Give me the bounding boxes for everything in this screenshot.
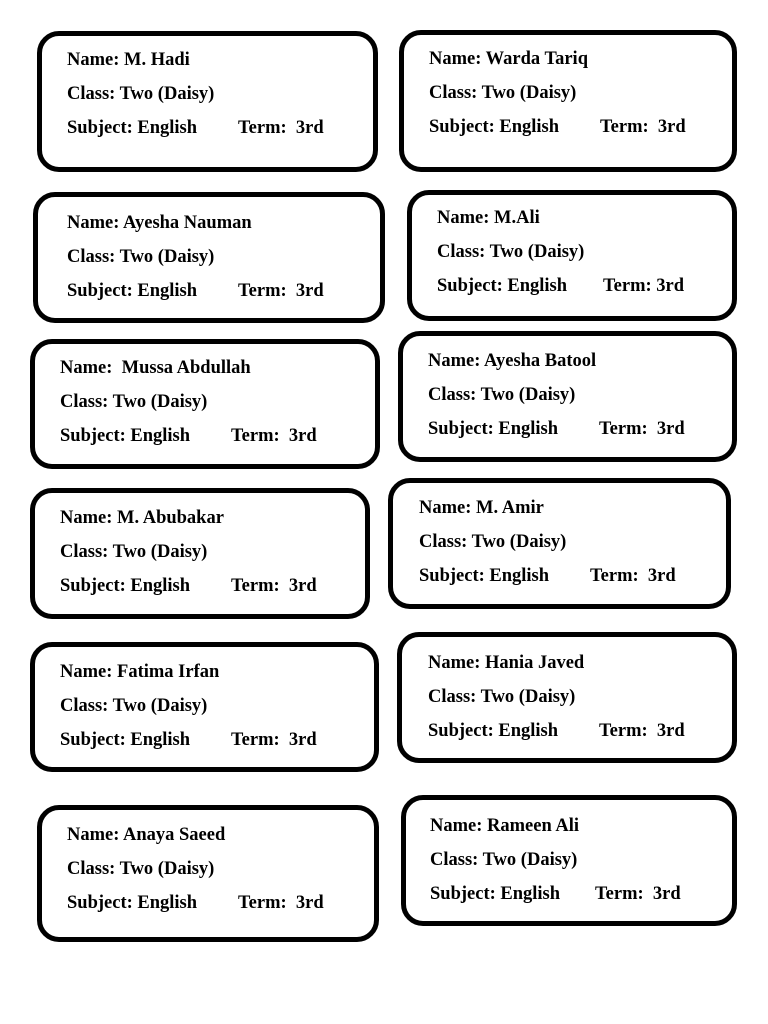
student-class: Class: Two (Daisy) xyxy=(428,385,576,405)
name-label-card xyxy=(30,642,379,772)
name-label-card xyxy=(401,795,737,926)
student-class: Class: Two (Daisy) xyxy=(419,532,567,552)
student-subject: Subject: English xyxy=(60,730,191,750)
student-term: Term: 3rd xyxy=(238,281,324,301)
name-label-card xyxy=(30,488,370,619)
name-label-card xyxy=(388,478,731,609)
student-term: Term: 3rd xyxy=(599,721,685,741)
student-name: Name: M. Abubakar xyxy=(60,508,224,528)
name-label-card xyxy=(398,331,737,462)
student-class: Class: Two (Daisy) xyxy=(428,687,576,707)
student-name: Name: Hania Javed xyxy=(428,653,585,673)
student-name: Name: Fatima Irfan xyxy=(60,662,220,682)
student-subject: Subject: English xyxy=(67,281,198,301)
student-subject: Subject: English xyxy=(437,276,568,296)
student-class: Class: Two (Daisy) xyxy=(429,83,577,103)
student-class: Class: Two (Daisy) xyxy=(430,850,578,870)
student-name: Name: Mussa Abdullah xyxy=(60,358,251,378)
student-term: Term: 3rd xyxy=(238,893,324,913)
name-label-card xyxy=(397,632,737,763)
student-name: Name: M. Amir xyxy=(419,498,544,518)
student-term: Term: 3rd xyxy=(231,730,317,750)
student-term: Term: 3rd xyxy=(595,884,681,904)
student-subject: Subject: English xyxy=(430,884,561,904)
student-class: Class: Two (Daisy) xyxy=(60,542,208,562)
student-subject: Subject: English xyxy=(429,117,560,137)
student-subject: Subject: English xyxy=(60,426,191,446)
student-subject: Subject: English xyxy=(60,576,191,596)
student-name: Name: Ayesha Batool xyxy=(428,351,597,371)
student-name: Name: Rameen Ali xyxy=(430,816,579,836)
student-name: Name: M.Ali xyxy=(437,208,540,228)
student-class: Class: Two (Daisy) xyxy=(67,859,215,879)
student-term: Term: 3rd xyxy=(603,276,685,296)
student-class: Class: Two (Daisy) xyxy=(67,247,215,267)
student-name: Name: Anaya Saeed xyxy=(67,825,226,845)
student-name: Name: Warda Tariq xyxy=(429,49,588,69)
name-label-card xyxy=(37,805,379,942)
name-label-card xyxy=(407,190,737,321)
name-label-card xyxy=(37,31,378,172)
student-term: Term: 3rd xyxy=(599,419,685,439)
student-class: Class: Two (Daisy) xyxy=(67,84,215,104)
student-subject: Subject: English xyxy=(67,893,198,913)
name-label-card xyxy=(399,30,737,172)
name-label-card xyxy=(30,339,380,469)
student-term: Term: 3rd xyxy=(238,118,324,138)
student-name: Name: Ayesha Nauman xyxy=(67,213,252,233)
student-subject: Subject: English xyxy=(67,118,198,138)
student-term: Term: 3rd xyxy=(590,566,676,586)
student-class: Class: Two (Daisy) xyxy=(60,696,208,716)
student-subject: Subject: English xyxy=(428,419,559,439)
student-term: Term: 3rd xyxy=(600,117,686,137)
student-subject: Subject: English xyxy=(419,566,550,586)
student-class: Class: Two (Daisy) xyxy=(60,392,208,412)
student-class: Class: Two (Daisy) xyxy=(437,242,585,262)
student-name: Name: M. Hadi xyxy=(67,50,190,70)
student-term: Term: 3rd xyxy=(231,426,317,446)
student-term: Term: 3rd xyxy=(231,576,317,596)
student-subject: Subject: English xyxy=(428,721,559,741)
name-label-card xyxy=(33,192,385,323)
